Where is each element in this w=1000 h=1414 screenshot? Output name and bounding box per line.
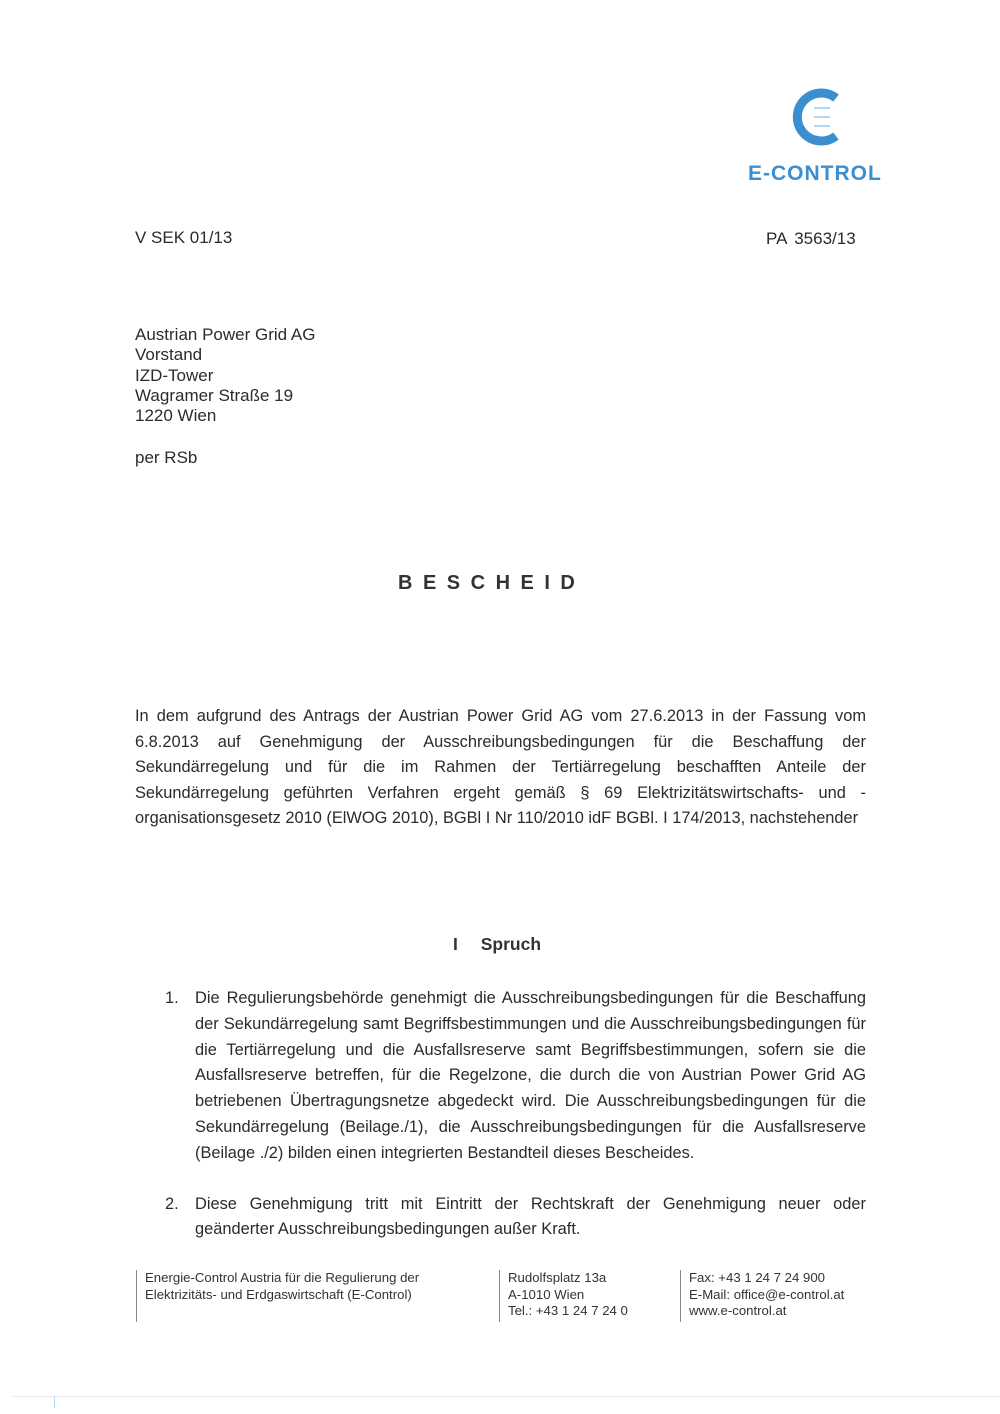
section-title: Spruch [480,934,542,954]
address-line: 1220 Wien [135,406,217,426]
item-number: 1. [165,989,179,1007]
footer-fax: Fax: +43 1 24 7 24 900 [689,1270,826,1285]
address-line: Vorstand [135,345,203,365]
reference-number-right: PA 3563/13 [766,229,856,248]
delivery-method: per RSb [135,448,198,467]
address-line: Austrian Power Grid AG [135,325,316,344]
ruling-items [160,986,866,1268]
footer-organization [136,1270,419,1322]
e-control-logo [738,88,888,188]
footer-line: Elektrizitäts- und Erdgaswirtschaft (E-Control) [145,1286,412,1302]
footer-address [499,1270,628,1322]
address-line: IZD-Tower [135,365,214,385]
ruling-item [160,986,866,1167]
section-heading [453,934,541,955]
item-number: 2. [165,1194,179,1213]
address-line: Wagramer Straße 19 [135,385,294,405]
item-text: Diese Genehmigung tritt mit Eintritt der Rechtskraft der Genehmigung neuer oder geänderter Ausschreibungsbedingungen außer Kraft. [195,1194,866,1239]
e-control-c-logo-icon [786,88,846,146]
footer-line: Energie-Control Austria für die Regulierung der [145,1270,420,1285]
scan-edge-mark [54,1396,55,1408]
ruling-item [160,1192,866,1244]
scan-edge-line [13,1396,1000,1397]
footer-line: A-1010 Wien [508,1286,585,1302]
footer-line: Rudolfsplatz 13a [508,1270,607,1285]
footer-line: Tel.: +43 1 24 7 24 0 [508,1303,628,1319]
intro-paragraph: In dem aufgrund des Antrags der Austrian Power Grid AG vom 27.6.2013 in der Fassung vom 6.8.2013 auf Genehmigung der Ausschreibungsbedingungen für die Beschaffung der Sekundärregelung und für die im Rahmen der Tertiärregelung beschafften Anteile der Sekundärregelung geführten Verfahren ergeht gemäß § 69 Elektrizitätswirtschafts- und -organisationsgesetz 2010 (ElWOG 2010), BGBl I Nr 110/2010 idF BGBl. I 174/2013, nachstehender [135,707,866,828]
section-number: I [453,934,458,954]
logo-text: E-CONTROL [748,162,882,185]
document-title: BESCHEID [398,572,586,594]
item-text: Die Regulierungsbehörde genehmigt die Ausschreibungsbedingungen für die Beschaffung der Sekundärregelung samt Begriffsbestimmungen und die Ausschreibungsbedingungen für die Tertiärregelung und die Ausfallsreserve samt Begriffsbestimmungen, sofern sie die Ausfallsreserve betreffen, für die Regelzone, die durch die von Austrian Power Grid AG betriebenen Übertragungsnetze abgedeckt wird. Die Ausschreibungsbedingungen für die Sekundärregelung (Beilage./1), die Ausschreibungsbedingungen für die Ausfallsreserve (Beilage ./2) bilden einen integrierten Bestandteil dieses Bescheides. [195,989,866,1162]
footer-contact [680,1270,844,1322]
recipient-address [135,325,315,426]
footer-website[interactable]: www.e-control.at [689,1303,787,1319]
footer-email[interactable]: E-Mail: office@e-control.at [689,1286,845,1302]
reference-number-left: V SEK 01/13 [135,228,233,247]
